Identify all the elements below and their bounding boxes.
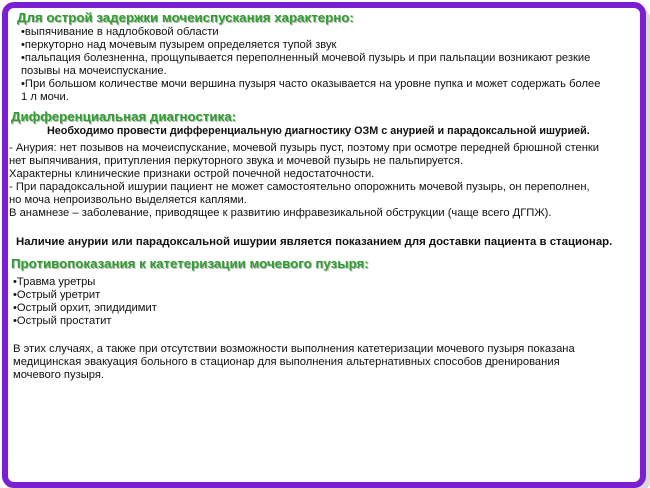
section2-line: - При парадоксальной ишурии пациент не может самостоятельно опорожнить мочевой пузырь, он переполнен,: [9, 181, 590, 193]
section2-line: нет выпячивания, притупления перкуторного звука и мочевой пузырь не пальпируется.: [9, 155, 464, 167]
section3-closing-line: мочевого пузыря.: [13, 369, 105, 381]
section3-item: •Острый простатит: [13, 315, 112, 327]
section3-title: Противопоказания к катетеризации мочевого пузыря:: [11, 256, 369, 271]
section3-item: •Острый орхит, эпидидимит: [13, 302, 157, 314]
section2-title: Дифференциальная диагностика:: [11, 109, 237, 124]
section1-item: 1 л мочи.: [21, 91, 69, 103]
section2-line: - Анурия: нет позывов на мочеиспускание, мочевой пузырь пуст, поэтому при осмотре передней брюшной стенки: [9, 142, 600, 154]
section2-line: В анамнезе – заболевание, приводящее к развитию инфравезикальной обструкции (чаще всего ДГПЖ).: [9, 207, 552, 219]
section2-line: Характерны клинические признаки острой почечной недостаточности.: [9, 168, 375, 180]
section1-item: •При большом количестве мочи вершина пузыря часто оказывается на уровне пупка и может содержать более: [21, 78, 601, 90]
section1-item: •выпячивание в надлобковой области: [21, 26, 219, 38]
section1-item: •пальпация болезненна, прощупывается переполненный мочевой пузырь и при пальпации возникают резкие: [21, 52, 591, 64]
section2-lead: Необходимо провести дифференциальную диагностику ОЗМ с анурией и парадоксальной ишурией.: [47, 125, 590, 137]
section3-closing-line: В этих случаях, а также при отсутствии возможности выполнения катетеризации мочевого пузыря показана: [13, 343, 575, 355]
section2-note: Наличие анурии или парадоксальной ишурии является показанием для доставки пациента в стационар.: [16, 236, 613, 248]
section1-title: Для острой задержки мочеиспускания характерно:: [17, 10, 354, 25]
section1-item: позывы на мочеиспускание.: [21, 65, 167, 77]
section2-line: но моча непроизвольно выделяется каплями.: [9, 194, 247, 206]
section3-item: •Острый уретрит: [13, 289, 101, 301]
section1-item: •перкуторно над мочевым пузырем определяется тупой звук: [21, 39, 337, 51]
section3-item: •Травма уретры: [13, 276, 96, 288]
section3-closing-line: медицинская эвакуация больного в стационар для выполнения альтернативных способов дренирования: [13, 356, 560, 368]
